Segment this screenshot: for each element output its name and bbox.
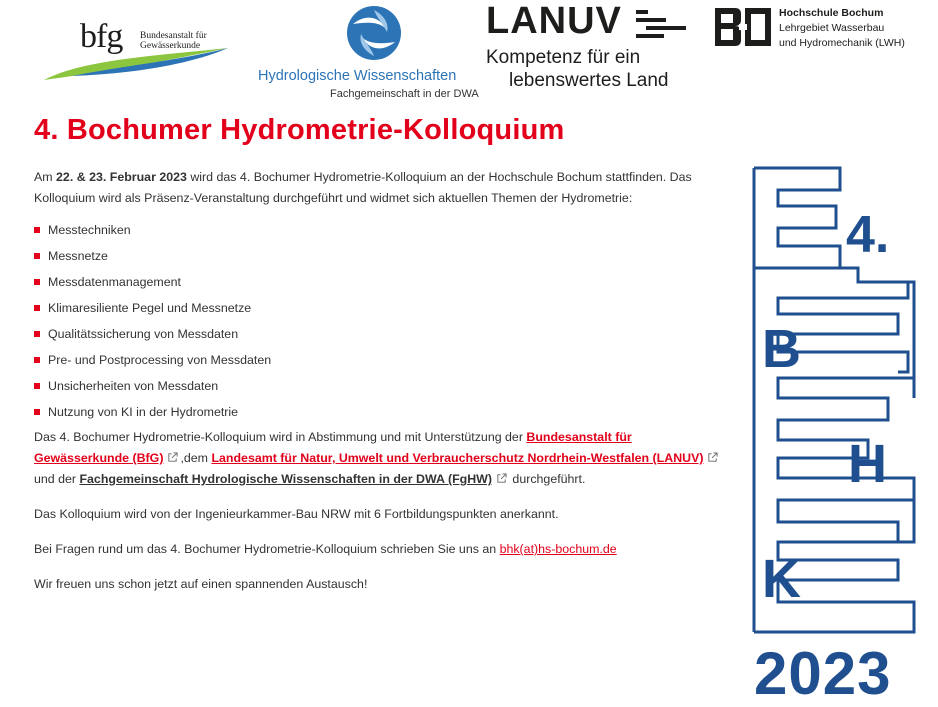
hsbo-name: Hochschule Bochum (779, 7, 884, 19)
contact-paragraph (34, 539, 726, 560)
credits-paragraph: Das Kolloquium wird von der Ingenieurkammer-Bau NRW mit 6 Fortbildungspunkten anerkannt. (34, 507, 559, 521)
fghw-link[interactable]: Fachgemeinschaft Hydrologische Wissenschaften in der DWA (FgHW) (79, 472, 492, 486)
list-item: Messnetze (34, 246, 726, 272)
poster-letter-k: K (762, 549, 801, 609)
bo-monogram-icon (713, 6, 773, 48)
logo-bar (0, 0, 938, 108)
support-sep1: ,dem (180, 451, 212, 465)
email-link[interactable]: bhk(at)hs-bochum.de (499, 542, 617, 556)
intro-post: wird das 4. Bochumer Hydrometrie-Kolloquium an der Hochschule Bochum stattfinden. Das Kolloquium wird als Präsenz-Veranstaltung durchgeführt und widmet sich aktuellen Themen der Hydrometrie: (34, 170, 692, 205)
external-link-icon[interactable] (167, 452, 178, 463)
hydrologische-wissenschaften-logo[interactable] (258, 4, 479, 104)
intro-paragraph (34, 167, 726, 209)
bfg-wordmark: bfg (80, 18, 123, 55)
event-date: 22. & 23. Februar 2023 (56, 170, 187, 184)
bfg-link[interactable]: Bundesanstalt für Gewässerkunde (BfG) (34, 430, 632, 465)
support-sep2: und der (34, 472, 80, 486)
list-item: Messtechniken (34, 220, 726, 246)
main-content (34, 167, 726, 595)
bfg-subtitle-line2: Gewässerkunde (140, 41, 201, 51)
support-paragraph (34, 427, 726, 490)
poster-letter-h: H (848, 434, 887, 494)
hw-title: Hydrologische Wissenschaften (258, 68, 457, 84)
support-pre: Das 4. Bochumer Hydrometrie-Kolloquium wird in Abstimmung und mit Unterstützung der (34, 430, 527, 444)
water-drop-emblem-icon (345, 4, 403, 62)
lanuv-logo[interactable] (486, 0, 696, 94)
bfg-subtitle (140, 31, 207, 51)
lanuv-wordmark: LANUV (486, 0, 622, 42)
external-link-icon[interactable] (707, 452, 718, 463)
hsbo-department-line1: Lehrgebiet Wasserbau (779, 22, 885, 34)
poster-letter-b: B (762, 319, 801, 379)
list-item: Klimaresiliente Pegel und Messnetze (34, 298, 726, 324)
list-item: Nutzung von KI in der Hydrometrie (34, 402, 726, 428)
list-item: Messdatenmanagement (34, 272, 726, 298)
hochschule-bochum-logo[interactable] (713, 6, 928, 56)
list-item: Qualitätssicherung von Messdaten (34, 324, 726, 350)
bfg-logo[interactable] (42, 10, 232, 80)
list-item: Pre- und Postprocessing von Messdaten (34, 350, 726, 376)
hsbo-department-line2: und Hydromechanik (LWH) (779, 37, 905, 49)
lanuv-lines-icon (636, 8, 688, 42)
topics-list (34, 220, 726, 428)
list-item: Unsicherheiten von Messdaten (34, 376, 726, 402)
bfg-subtitle-line1: Bundesanstalt für (140, 31, 207, 41)
lanuv-tagline-line2: lebenswertes Land (509, 70, 669, 91)
bhk-2023-poster (748, 162, 938, 707)
poster-year: 2023 (754, 640, 892, 707)
lanuv-link[interactable]: Landesamt für Natur, Umwelt und Verbraucherschutz Nordrhein-Westfalen (LANUV) (211, 451, 704, 465)
page-title: 4. Bochumer Hydrometrie-Kolloquium (34, 114, 565, 146)
closing-paragraph: Wir freuen uns schon jetzt auf einen spannenden Austausch! (34, 577, 368, 591)
lanuv-tagline-line1: Kompetenz für ein (486, 47, 641, 68)
poster-number: 4. (846, 206, 890, 264)
hw-subtitle: Fachgemeinschaft in der DWA (330, 88, 479, 100)
support-post: durchgeführt. (508, 472, 586, 486)
intro-pre: Am (34, 170, 57, 184)
external-link-icon[interactable] (496, 473, 507, 484)
contact-pre: Bei Fragen rund um das 4. Bochumer Hydrometrie-Kolloquium schrieben Sie uns an (34, 542, 500, 556)
